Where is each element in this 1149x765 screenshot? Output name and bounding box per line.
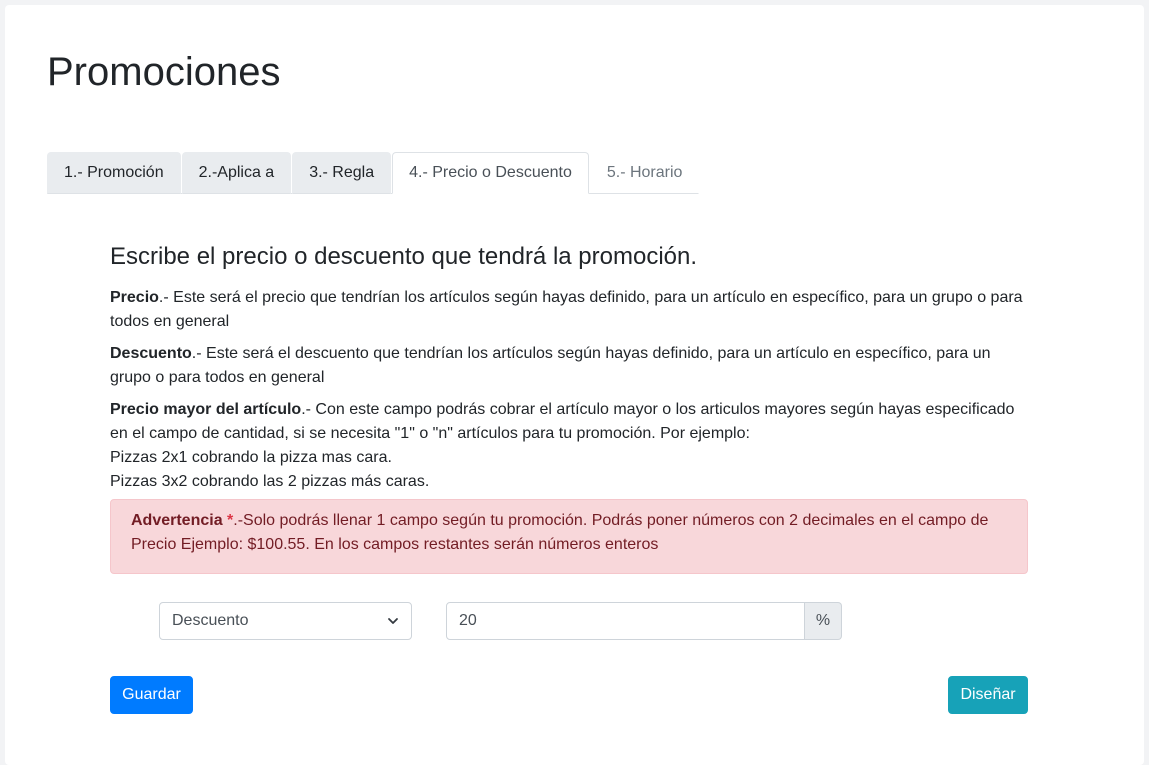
tab-regla[interactable]: 3.- Regla <box>292 152 391 194</box>
precio-mayor-text: .- Con este campo podrás cobrar el artículo mayor o los articulos mayores según hayas especificado en el campo de cantidad, si se necesita "1" o "n" artículos para tu promoción. Por ejemplo: <box>110 401 1015 442</box>
alert-text: .-Solo podrás llenar 1 campo según tu promoción. Podrás poner números con 2 decimales en el campo de Precio Ejemplo: $100.55. En los campos restantes serán números enteros <box>131 512 989 553</box>
type-select-value: Descuento <box>172 612 249 629</box>
example-line-2: Pizzas 3x2 cobrando las 2 pizzas más caras. <box>110 473 430 490</box>
tab-aplica-a[interactable]: 2.-Aplica a <box>182 152 292 194</box>
unit-addon: % <box>805 602 842 640</box>
precio-mayor-term: Precio mayor del artículo <box>110 401 302 418</box>
precio-term: Precio <box>110 289 159 306</box>
alert-title: Advertencia <box>131 512 223 529</box>
value-input-group <box>446 602 842 640</box>
descuento-term: Descuento <box>110 345 192 362</box>
precio-mayor-description <box>110 398 1028 494</box>
value-input[interactable]: 20 <box>446 602 805 640</box>
type-select[interactable] <box>159 602 412 640</box>
save-button[interactable]: Guardar <box>110 676 193 714</box>
precio-text: .- Este será el precio que tendrían los artículos según hayas definido, para un artículo en específico, para un grupo o para todos en general <box>110 289 1023 330</box>
tab-horario[interactable]: 5.- Horario <box>590 152 700 194</box>
example-line-1: Pizzas 2x1 cobrando la pizza mas cara. <box>110 449 392 466</box>
descuento-text: .- Este será el descuento que tendrían los artículos según hayas definido, para un artículo en específico, para un grupo o para todos en general <box>110 345 991 386</box>
warning-alert <box>110 499 1028 574</box>
tab-content <box>110 240 1028 574</box>
page-title: Promociones <box>47 50 281 94</box>
design-button[interactable]: Diseñar <box>948 676 1028 714</box>
section-heading: Escribe el precio o descuento que tendrá la promoción. <box>110 243 698 270</box>
chevron-down-icon <box>387 615 399 627</box>
precio-description <box>110 286 1028 334</box>
tab-precio-o-descuento[interactable]: 4.- Precio o Descuento <box>392 152 589 194</box>
tab-bar <box>47 152 700 194</box>
tab-promocion[interactable]: 1.- Promoción <box>47 152 181 194</box>
price-form-row <box>159 602 859 640</box>
descuento-description <box>110 342 1028 390</box>
required-star: * <box>227 512 234 529</box>
